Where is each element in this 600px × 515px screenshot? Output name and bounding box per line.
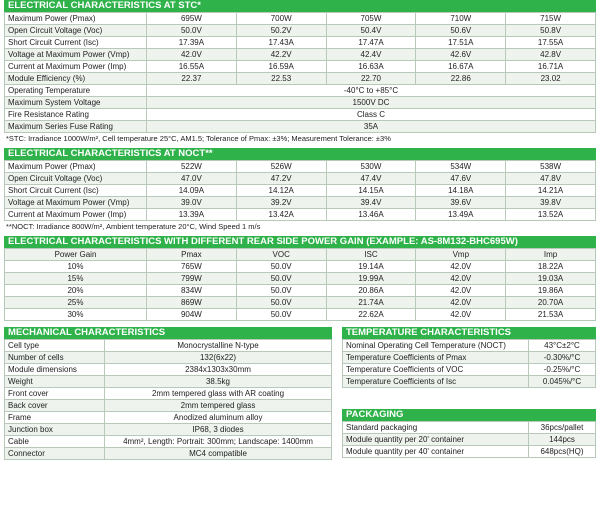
- cell-value: 50.0V: [236, 285, 326, 297]
- cell-value: 538W: [506, 161, 596, 173]
- cell-value: Anodized aluminum alloy: [105, 412, 332, 424]
- cell-value: 47.0V: [147, 173, 237, 185]
- packaging-table: [342, 421, 596, 458]
- row-label: Maximum Power (Pmax): [5, 13, 147, 25]
- cell-value: 42.0V: [416, 261, 506, 273]
- cell-value: 17.39A: [147, 37, 237, 49]
- stc-note: *STC: Irradiance 1000W/m², Cell temperature 25°C, AM1.5; Tolerance of Pmax: ±3%; Measurement Tolerance: ±3%: [6, 134, 391, 143]
- row-label: Module quantity per 20' container: [343, 434, 529, 446]
- cell-value: 16.59A: [236, 61, 326, 73]
- cell-value: 42.0V: [416, 273, 506, 285]
- table-row: [5, 49, 596, 61]
- cell-value: 799W: [147, 273, 237, 285]
- cell-value: 904W: [147, 309, 237, 321]
- cell-value: 14.12A: [236, 185, 326, 197]
- cell-value: 20.70A: [506, 297, 596, 309]
- cell-value: 21.53A: [506, 309, 596, 321]
- packaging-section-title: PACKAGING: [342, 409, 596, 421]
- cell-value: 534W: [416, 161, 506, 173]
- table-row: [5, 412, 332, 424]
- cell-value: 14.18A: [416, 185, 506, 197]
- table-row: [5, 261, 596, 273]
- row-label: Connector: [5, 448, 105, 460]
- table-row: [343, 422, 596, 434]
- cell-value: 50.0V: [236, 273, 326, 285]
- cell-value: 17.47A: [326, 37, 416, 49]
- row-label: Module quantity per 40' container: [343, 446, 529, 458]
- cell-value: 19.99A: [326, 273, 416, 285]
- cell-value: 36pcs/pallet: [529, 422, 596, 434]
- noct-section-title: ELECTRICAL CHARACTERISTICS AT NOCT**: [4, 148, 596, 160]
- cell-value: 19.03A: [506, 273, 596, 285]
- row-label: Maximum System Voltage: [5, 97, 147, 109]
- cell-value: 4mm², Length: Portrait: 300mm; Landscape: 1400mm: [105, 436, 332, 448]
- cell-value: 47.2V: [236, 173, 326, 185]
- row-label: Current at Maximum Power (Imp): [5, 209, 147, 221]
- cell-value: 42.8V: [506, 49, 596, 61]
- row-label: Open Circuit Voltage (Voc): [5, 173, 147, 185]
- table-row: [5, 376, 332, 388]
- table-row: [5, 37, 596, 49]
- row-label: Weight: [5, 376, 105, 388]
- cell-value: 42.0V: [416, 297, 506, 309]
- row-label: Voltage at Maximum Power (Vmp): [5, 197, 147, 209]
- row-label: Module dimensions: [5, 364, 105, 376]
- cell-value: 50.0V: [236, 309, 326, 321]
- cell-value: 0.045%/°C: [529, 376, 596, 388]
- row-label: Short Circuit Current (Isc): [5, 185, 147, 197]
- temperature-section-title: TEMPERATURE CHARACTERISTICS: [342, 327, 596, 339]
- row-label: Operating Temperature: [5, 85, 147, 97]
- table-row: [5, 309, 596, 321]
- table-row: [5, 448, 332, 460]
- cell-value: 50.0V: [236, 297, 326, 309]
- cell-value: 16.67A: [416, 61, 506, 73]
- cell-value: 22.53: [236, 73, 326, 85]
- cell-value: 16.55A: [147, 61, 237, 73]
- cell-value: MC4 compatible: [105, 448, 332, 460]
- packaging-section: [342, 409, 596, 458]
- table-row: [343, 340, 596, 352]
- table-row: [5, 388, 332, 400]
- cell-value: 530W: [326, 161, 416, 173]
- table-row: [343, 352, 596, 364]
- cell-value: 18.22A: [506, 261, 596, 273]
- row-label: Cell type: [5, 340, 105, 352]
- cell-value: 2384x1303x30mm: [105, 364, 332, 376]
- cell-value: 22.62A: [326, 309, 416, 321]
- table-row: [5, 436, 332, 448]
- cell-value: 50.4V: [326, 25, 416, 37]
- table-row: [5, 173, 596, 185]
- cell-value: 22.70: [326, 73, 416, 85]
- cell-value: 765W: [147, 261, 237, 273]
- row-label: Nominal Operating Cell Temperature (NOCT): [343, 340, 529, 352]
- row-label: Module Efficiency (%): [5, 73, 147, 85]
- row-label: Short Circuit Current (Isc): [5, 37, 147, 49]
- cell-value: 47.8V: [506, 173, 596, 185]
- table-row: [5, 352, 332, 364]
- cell-value: Class C: [147, 109, 596, 121]
- cell-value: 132(6x22): [105, 352, 332, 364]
- table-row: [343, 446, 596, 458]
- row-label: Frame: [5, 412, 105, 424]
- cell-value: 144pcs: [529, 434, 596, 446]
- row-label: Temperature Coefficients of VOC: [343, 364, 529, 376]
- table-row: [5, 364, 332, 376]
- cell-value: 39.4V: [326, 197, 416, 209]
- cell-value: 648pcs(HQ): [529, 446, 596, 458]
- cell-value: 50.0V: [147, 25, 237, 37]
- cell-value: 17.55A: [506, 37, 596, 49]
- table-row: [5, 121, 596, 133]
- cell-value: 50.0V: [236, 261, 326, 273]
- cell-value: 14.09A: [147, 185, 237, 197]
- cell-value: 13.46A: [326, 209, 416, 221]
- column-header: ISC: [326, 249, 416, 261]
- row-label: Maximum Power (Pmax): [5, 161, 147, 173]
- cell-value: 834W: [147, 285, 237, 297]
- table-row: [343, 434, 596, 446]
- table-row: [5, 197, 596, 209]
- temperature-table: [342, 339, 596, 388]
- cell-value: 39.8V: [506, 197, 596, 209]
- column-header: Power Gain: [5, 249, 147, 261]
- table-row: [5, 25, 596, 37]
- cell-value: 35A: [147, 121, 596, 133]
- cell-value: 50.8V: [506, 25, 596, 37]
- row-label: Current at Maximum Power (Imp): [5, 61, 147, 73]
- cell-value: 2mm tempered glass: [105, 400, 332, 412]
- cell-value: 522W: [147, 161, 237, 173]
- table-row: [5, 424, 332, 436]
- column-header: Imp: [506, 249, 596, 261]
- cell-value: 16.63A: [326, 61, 416, 73]
- row-label: Number of cells: [5, 352, 105, 364]
- cell-value: 21.74A: [326, 297, 416, 309]
- noct-note: **NOCT: Irradiance 800W/m², Ambient temperature 20°C, Wind Speed 1 m/s: [6, 222, 261, 231]
- column-header: Vmp: [416, 249, 506, 261]
- stc-table: [4, 12, 596, 133]
- row-label: Cable: [5, 436, 105, 448]
- cell-value: 695W: [147, 13, 237, 25]
- cell-value: 526W: [236, 161, 326, 173]
- row-label: Junction box: [5, 424, 105, 436]
- cell-value: 42.4V: [326, 49, 416, 61]
- cell-value: 710W: [416, 13, 506, 25]
- table-row: [5, 97, 596, 109]
- table-row: [5, 285, 596, 297]
- table-row: [5, 13, 596, 25]
- cell-value: 19.86A: [506, 285, 596, 297]
- cell-value: IP68, 3 diodes: [105, 424, 332, 436]
- cell-value: 50.6V: [416, 25, 506, 37]
- table-row: [5, 340, 332, 352]
- table-row: [5, 273, 596, 285]
- temperature-section: [342, 327, 596, 388]
- cell-value: 39.6V: [416, 197, 506, 209]
- cell-value: 42.6V: [416, 49, 506, 61]
- header-row: [5, 249, 596, 261]
- cell-value: 19.14A: [326, 261, 416, 273]
- cell-value: 10%: [5, 261, 147, 273]
- table-row: [5, 297, 596, 309]
- mechanical-section: [4, 327, 332, 460]
- row-label: Temperature Coefficients of Pmax: [343, 352, 529, 364]
- row-label: Back cover: [5, 400, 105, 412]
- cell-value: 23.02: [506, 73, 596, 85]
- cell-value: 22.37: [147, 73, 237, 85]
- cell-value: 14.21A: [506, 185, 596, 197]
- table-row: [5, 185, 596, 197]
- cell-value: 50.2V: [236, 25, 326, 37]
- cell-value: 705W: [326, 13, 416, 25]
- row-label: Maximum Series Fuse Rating: [5, 121, 147, 133]
- table-row: [5, 73, 596, 85]
- cell-value: 13.52A: [506, 209, 596, 221]
- column-header: Pmax: [147, 249, 237, 261]
- mechanical-section-title: MECHANICAL CHARACTERISTICS: [4, 327, 332, 339]
- table-row: [343, 364, 596, 376]
- column-header: VOC: [236, 249, 326, 261]
- cell-value: 39.2V: [236, 197, 326, 209]
- cell-value: 38.5kg: [105, 376, 332, 388]
- cell-value: 20.86A: [326, 285, 416, 297]
- cell-value: -0.30%/°C: [529, 352, 596, 364]
- cell-value: 2mm tempered glass with AR coating: [105, 388, 332, 400]
- cell-value: 869W: [147, 297, 237, 309]
- table-row: [5, 400, 332, 412]
- table-row: [5, 109, 596, 121]
- cell-value: 25%: [5, 297, 147, 309]
- row-label: Fire Resistance Rating: [5, 109, 147, 121]
- cell-value: 700W: [236, 13, 326, 25]
- cell-value: 17.51A: [416, 37, 506, 49]
- cell-value: -0.25%/°C: [529, 364, 596, 376]
- cell-value: 715W: [506, 13, 596, 25]
- noct-table: [4, 160, 596, 221]
- table-row: [5, 61, 596, 73]
- cell-value: 42.0V: [147, 49, 237, 61]
- cell-value: 39.0V: [147, 197, 237, 209]
- cell-value: 14.15A: [326, 185, 416, 197]
- cell-value: 47.4V: [326, 173, 416, 185]
- row-label: Voltage at Maximum Power (Vmp): [5, 49, 147, 61]
- table-row: [5, 161, 596, 173]
- cell-value: 15%: [5, 273, 147, 285]
- mechanical-table: [4, 339, 332, 460]
- cell-value: 42.0V: [416, 285, 506, 297]
- cell-value: 20%: [5, 285, 147, 297]
- cell-value: 47.6V: [416, 173, 506, 185]
- cell-value: -40°C to +85°C: [147, 85, 596, 97]
- rear-gain-section-title: ELECTRICAL CHARACTERISTICS WITH DIFFERENT REAR SIDE POWER GAIN (EXAMPLE: AS-8M132-BHC695W): [4, 236, 596, 248]
- row-label: Front cover: [5, 388, 105, 400]
- cell-value: 43°C±2°C: [529, 340, 596, 352]
- cell-value: 42.0V: [416, 309, 506, 321]
- table-row: [5, 85, 596, 97]
- cell-value: 13.49A: [416, 209, 506, 221]
- cell-value: 1500V DC: [147, 97, 596, 109]
- cell-value: 16.71A: [506, 61, 596, 73]
- cell-value: Monocrystalline N-type: [105, 340, 332, 352]
- cell-value: 13.39A: [147, 209, 237, 221]
- stc-section-title: ELECTRICAL CHARACTERISTICS AT STC*: [4, 0, 596, 12]
- cell-value: 13.42A: [236, 209, 326, 221]
- row-label: Open Circuit Voltage (Voc): [5, 25, 147, 37]
- row-label: Temperature Coefficients of Isc: [343, 376, 529, 388]
- table-row: [5, 209, 596, 221]
- cell-value: 22.86: [416, 73, 506, 85]
- table-row: [343, 376, 596, 388]
- cell-value: 30%: [5, 309, 147, 321]
- cell-value: 42.2V: [236, 49, 326, 61]
- cell-value: 17.43A: [236, 37, 326, 49]
- row-label: Standard packaging: [343, 422, 529, 434]
- datasheet: [4, 0, 596, 460]
- rear-gain-table: [4, 248, 596, 321]
